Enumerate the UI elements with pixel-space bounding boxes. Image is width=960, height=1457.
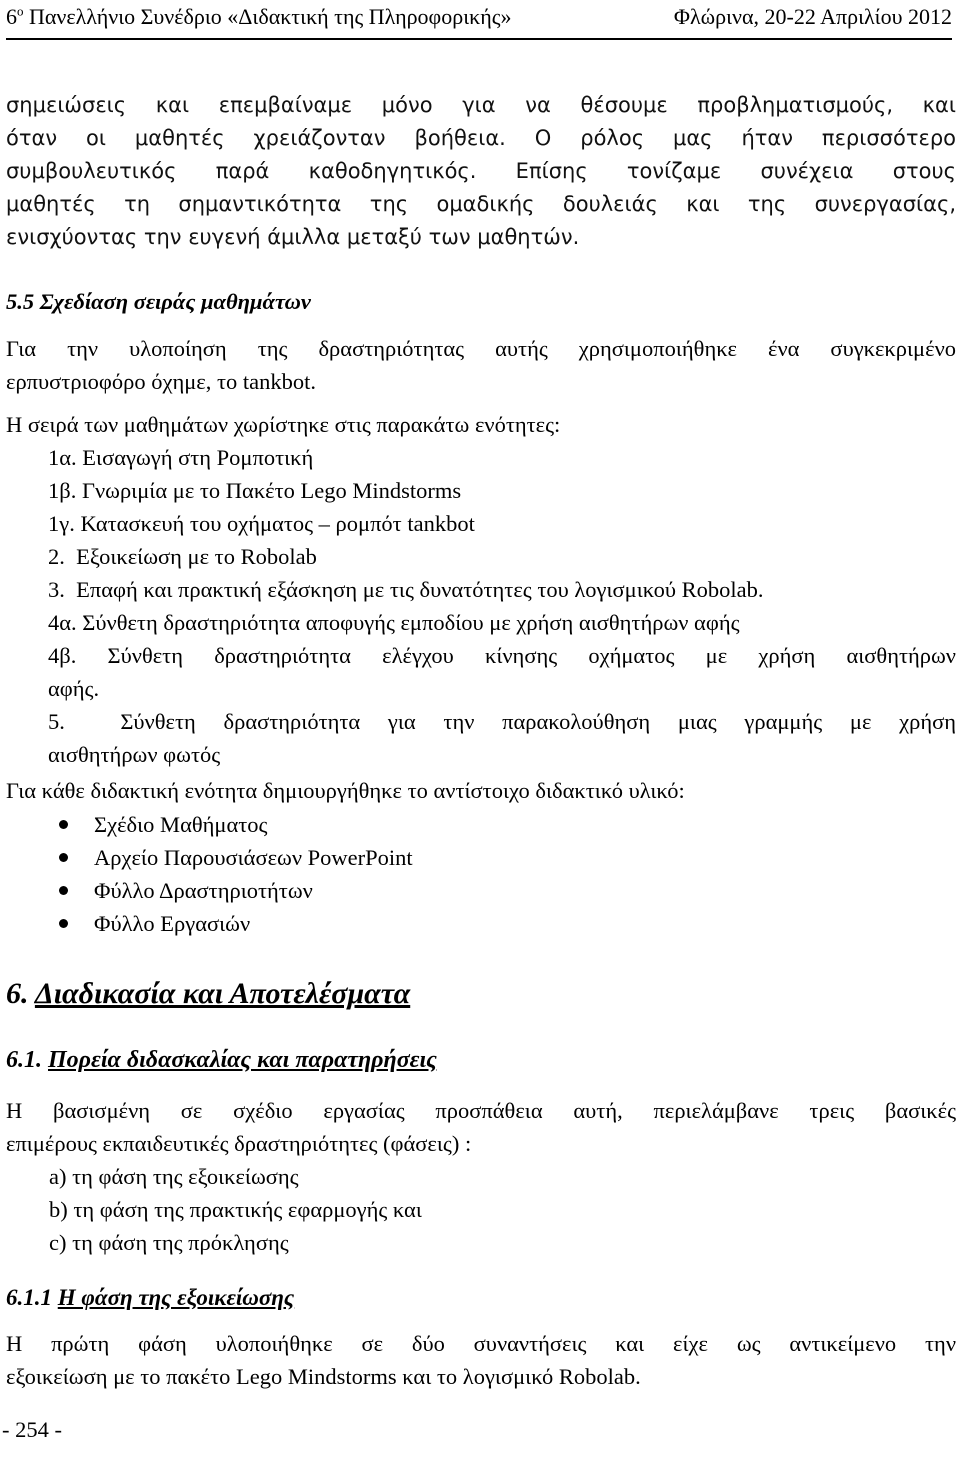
lesson-item: 1γ. Κατασκευή του οχήματος – ρομπότ tankbot	[48, 511, 475, 536]
paragraph-line: μαθητές τη σημαντικότητα της ομαδικής δουλειάς και της συνεργασίας,	[6, 192, 956, 216]
section-heading-6-1-1	[6, 1281, 956, 1314]
section-number: 6.1.	[6, 1047, 48, 1073]
paragraph-line: ερπυστριοφόρο όχημε, το tankbot.	[6, 369, 317, 394]
list-item-text: Αρχείο Παρουσιάσεων PowerPoint	[94, 845, 413, 870]
list-item	[6, 808, 956, 841]
running-header	[6, 4, 952, 40]
section-heading-6	[6, 972, 956, 1016]
section-heading-5-5: 5.5 Σχεδίαση σειράς μαθημάτων	[6, 289, 311, 314]
paragraph-line: Η βασισμένη σε σχέδιο εργασίας προσπάθεια αυτή, περιελάμβανε τρεις βασικές	[6, 1098, 956, 1123]
lesson-item: 3. Επαφή και πρακτική εξάσκηση με τις δυνατότητες του λογισμικού Robolab.	[48, 577, 764, 602]
lesson-item-continuation: αφής.	[48, 676, 100, 701]
section-heading-6-1	[6, 1044, 956, 1077]
conference-number: 6	[6, 4, 17, 29]
list-item	[6, 874, 956, 907]
paragraph-line: Για την υλοποίηση της δραστηριότητας αυτής χρησιμοποιήθηκε ένα συγκεκριμένο	[6, 336, 956, 361]
lessons-block	[6, 408, 956, 771]
section-number: 6.1.1	[6, 1285, 58, 1310]
intro-paragraph	[6, 89, 956, 254]
phase-item: b) τη φάση της πρακτικής εφαρμογής και	[49, 1197, 422, 1222]
lesson-item: 4β. Σύνθετη δραστηριότητα ελέγχου κίνησης οχήματος με χρήση αισθητήρων	[48, 643, 956, 668]
section-title: Πορεία διδασκαλίας και παρατηρήσεις	[48, 1047, 437, 1073]
section-5-5-paragraph	[6, 332, 956, 398]
lesson-item: 5. Σύνθετη δραστηριότητα για την παρακολούθηση μιας γραμμής με χρήση	[48, 709, 956, 734]
bullet-icon	[59, 919, 68, 928]
paragraph-line: συμβουλευτικός παρά καθοδηγητικός. Επίσης τονίζαμε συνέχεια στους	[6, 159, 956, 183]
paragraph-line: σημειώσεις και επεμβαίναμε μόνο για να θέσουμε προβληματισμούς, και	[6, 93, 956, 117]
conference-ordinal: ο	[17, 3, 24, 19]
lessons-intro: Η σειρά των μαθημάτων χωρίστηκε στις παρακάτω ενότητες:	[6, 412, 561, 437]
section-title: Η φάση της εξοικείωσης	[57, 1285, 295, 1310]
list-item-text: Φύλλο Εργασιών	[94, 911, 251, 936]
bullet-icon	[59, 820, 68, 829]
list-item-text: Σχέδιο Μαθήματος	[94, 812, 268, 837]
lesson-item: 1β. Γνωριμία με το Πακέτο Lego Mindstorms	[48, 478, 462, 503]
phase-item: a) τη φάση της εξοικείωσης	[49, 1164, 299, 1189]
materials-intro: Για κάθε διδακτική ενότητα δημιουργήθηκε το αντίστοιχο διδακτικό υλικό:	[6, 778, 685, 803]
section-6-1-paragraph	[6, 1094, 956, 1259]
section-6-1-1-paragraph	[6, 1327, 956, 1393]
bullet-icon	[59, 853, 68, 862]
conference-location-date: Φλώρινα, 20-22 Απριλίου 2012	[673, 4, 952, 29]
conference-title	[6, 4, 511, 30]
materials-list	[6, 808, 956, 940]
page-number: - 254 -	[2, 1417, 62, 1442]
lesson-item-continuation: αισθητήρων φωτός	[48, 742, 221, 767]
paragraph-line: επιμέρους εκπαιδευτικές δραστηριότητες (φάσεις) :	[6, 1131, 472, 1156]
list-item	[6, 841, 956, 874]
phase-item: c) τη φάση της πρόκλησης	[49, 1230, 289, 1255]
lesson-item: 1α. Εισαγωγή στη Ρομποτική	[48, 445, 314, 470]
paragraph-line: ενισχύοντας την ευγενή άμιλλα μεταξύ των μαθητών.	[6, 225, 580, 249]
lesson-item: 2. Εξοικείωση με το Robolab	[48, 544, 317, 569]
paragraph-line: Η πρώτη φάση υλοποιήθηκε σε δύο συναντήσεις και είχε ως αντικείμενο την	[6, 1331, 956, 1356]
conference-name: Πανελλήνιο Συνέδριο «Διδακτική της Πληροφορικής»	[23, 4, 512, 29]
list-item-text: Φύλλο Δραστηριοτήτων	[94, 878, 313, 903]
section-number: 6.	[6, 977, 35, 1010]
list-item	[6, 907, 956, 940]
paragraph-line: εξοικείωση με το πακέτο Lego Mindstorms και το λογισμικό Robolab.	[6, 1364, 641, 1389]
lesson-item: 4α. Σύνθετη δραστηριότητα αποφυγής εμποδίου με χρήση αισθητήρων αφής	[48, 610, 740, 635]
bullet-icon	[59, 886, 68, 895]
paragraph-line: όταν οι μαθητές χρειάζονταν βοήθεια. Ο ρόλος μας ήταν περισσότερο	[6, 126, 956, 150]
section-title: Διαδικασία και Αποτελέσματα	[34, 977, 411, 1010]
